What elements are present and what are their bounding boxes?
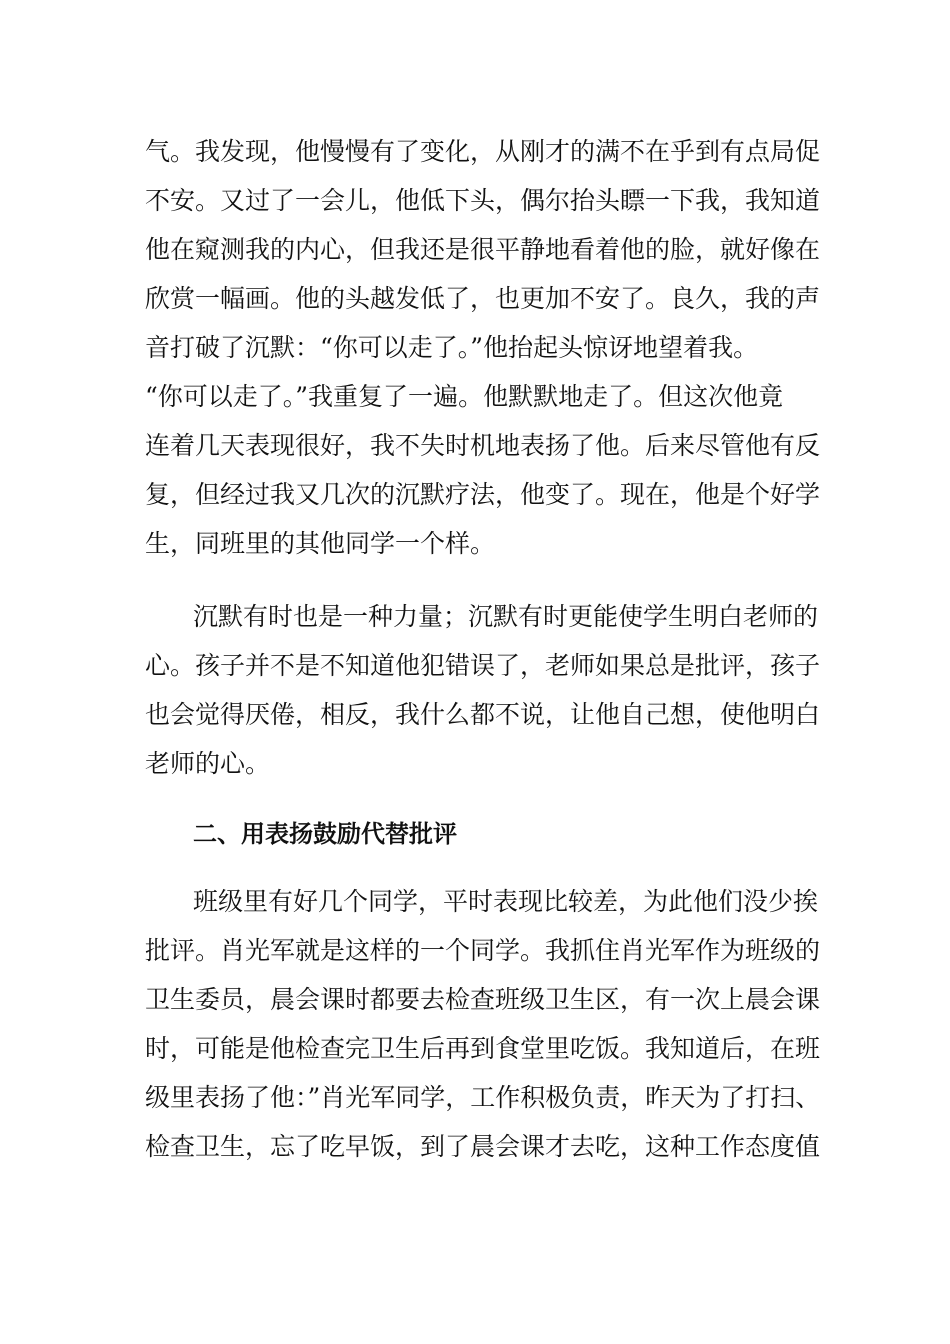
paragraph-first-line: 班级里有好几个同学，平时表现比较差，为此他们没少挨	[193, 887, 819, 916]
text-line: 生，同班里的其他同学一个样。	[145, 529, 496, 558]
text-line: 时，可能是他检查完卫生后再到食堂里吃饭。我知道后，在班	[145, 1034, 821, 1063]
text-line: 心。孩子并不是不知道他犯错误了，老师如果总是批评，孩子	[145, 651, 821, 680]
text-line: 也会觉得厌倦，相反，我什么都不说，让他自己想，使他明白	[145, 700, 821, 729]
text-line: 不安。又过了一会儿，他低下头，偶尔抬头瞟一下我，我知道	[145, 186, 821, 215]
text-line: 检查卫生，忘了吃早饭，到了晨会课才去吃，这种工作态度值	[145, 1132, 821, 1161]
text-line: 批评。肖光军就是这样的一个同学。我抓住肖光军作为班级的	[145, 936, 821, 965]
text-line: “你可以走了。”我重复了一遍。他默默地走了。但这次他竟	[145, 382, 784, 411]
text-line: 连着几天表现很好，我不失时机地表扬了他。后来尽管他有反	[145, 431, 821, 460]
text-line: 音打破了沉默：“你可以走了。”他抬起头惊讶地望着我。	[145, 333, 759, 362]
section-heading: 二、用表扬鼓励代替批评	[193, 820, 457, 848]
text-line: 复，但经过我又几次的沉默疗法，他变了。现在，他是个好学	[145, 480, 821, 509]
text-line: 欣赏一幅画。他的头越发低了，也更加不安了。良久，我的声	[145, 284, 821, 313]
text-line: 他在窥测我的内心，但我还是很平静地看着他的脸，就好像在	[145, 235, 821, 264]
text-line: 级里表扬了他：”肖光军同学，工作积极负责，昨天为了打扫、	[145, 1083, 821, 1112]
paragraph-first-line: 沉默有时也是一种力量；沉默有时更能使学生明白老师的	[193, 602, 819, 631]
text-line: 卫生委员，晨会课时都要去检查班级卫生区，有一次上晨会课	[145, 985, 821, 1014]
text-line: 老师的心。	[145, 749, 271, 778]
text-line: 气。我发现，他慢慢有了变化，从刚才的满不在乎到有点局促	[145, 137, 821, 166]
